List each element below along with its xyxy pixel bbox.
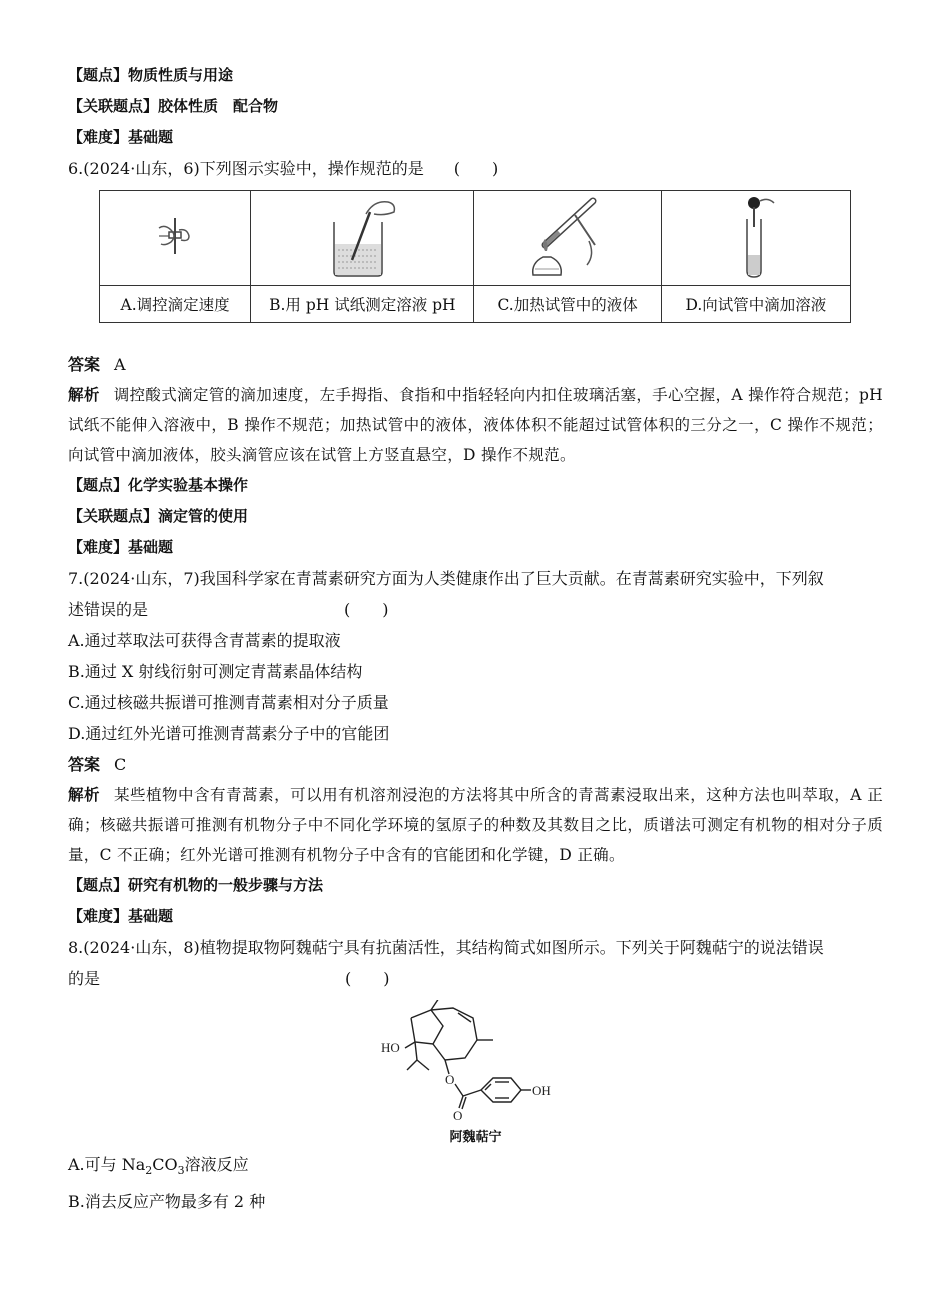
subscript: 3: [177, 1164, 185, 1178]
q6-answer: [68, 349, 883, 380]
topic-line: 【题点】研究有机物的一般步骤与方法: [68, 876, 324, 894]
q6-option-d-label: D.向试管中滴加溶液: [661, 286, 850, 323]
analysis-label: 解析: [68, 786, 101, 804]
difficulty-line: 【难度】基础题: [68, 907, 174, 925]
q6-answer-blank: ( ): [453, 159, 499, 178]
q8-stem-line2: [68, 963, 883, 994]
ester-o-label: O: [444, 1072, 454, 1087]
structure-figure: [68, 1000, 883, 1145]
q7-option-a: A.通过萃取法可获得含青蒿素的提取液: [68, 631, 341, 650]
oh-label: OH: [531, 1083, 551, 1098]
q6-stem-text: 6.(2024·山东，6)下列图示实验中，操作规范的是: [68, 159, 424, 178]
q6-option-b-figure: [251, 191, 474, 286]
q8-option-a-text: 溶液反应: [184, 1155, 249, 1174]
q8-option-a-text: CO: [152, 1155, 178, 1174]
carbonyl-o-label: O: [452, 1108, 462, 1122]
q7-option-b: B.通过 X 射线衍射可测定青蒿素晶体结构: [68, 662, 363, 681]
q7-stem-line1: 7.(2024·山东，7)我国科学家在青蒿素研究方面为人类健康作出了巨大贡献。在青蒿素研究实验中，下列叙: [68, 569, 824, 588]
q6-option-a-label: A.调控滴定速度: [100, 286, 251, 323]
structural-formula: [381, 1000, 571, 1122]
subscript: 2: [145, 1164, 153, 1178]
q6-analysis: [68, 380, 883, 470]
ho-label: HO: [380, 1040, 400, 1055]
topic-line: 【题点】物质性质与用途: [68, 66, 234, 84]
topic-line: 【题点】化学实验基本操作: [68, 476, 249, 494]
q7-analysis: [68, 780, 883, 870]
q6-option-d-figure: [661, 191, 850, 286]
answer-label: 答案: [68, 755, 101, 774]
q6-option-c-figure: [474, 191, 661, 286]
dropper-test-tube-icon: [734, 193, 778, 279]
analysis-text: 某些植物中含有青蒿素，可以用有机溶剂浸泡的方法将其中所含的青蒿素浸取出来，这种方法也叫萃取，A 正确；核磁共振谱可推测有机物分子中不同化学环境的氢原子的种数及其数目之比，质谱法可测定有机物的相对分子质量，C 不正确；红外光谱可推测有机物分子中含有的官能团和化学键，D 正确。: [68, 786, 883, 864]
difficulty-line: 【难度】基础题: [68, 128, 174, 146]
q8-stem-text: 的是: [68, 969, 101, 988]
compound-name: 阿魏萜宁: [449, 1130, 502, 1145]
burette-stopcock-hand-icon: [155, 216, 195, 256]
q8-option-a: [68, 1149, 883, 1186]
q6-options-table: [99, 190, 851, 323]
answer-value: C: [114, 755, 127, 774]
analysis-label: 解析: [68, 386, 100, 404]
q8-answer-blank: ( ): [345, 969, 390, 988]
q6-option-c-label: C.加热试管中的液体: [474, 286, 661, 323]
q7-answer: [68, 749, 883, 780]
q7-option-c: C.通过核磁共振谱可推测青蒿素相对分子质量: [68, 693, 389, 712]
document-page: [68, 60, 883, 1217]
difficulty-line: 【难度】基础题: [68, 538, 174, 556]
test-tube-heating-icon: [523, 193, 613, 279]
q7-stem-text: 述错误的是: [68, 600, 149, 619]
q7-answer-blank: ( ): [344, 600, 389, 619]
answer-label: 答案: [68, 355, 101, 374]
q6-option-a-figure: [100, 191, 251, 286]
q7-stem-line2: [68, 594, 883, 625]
beaker-ph-paper-icon: [322, 194, 402, 278]
q7-option-d: D.通过红外光谱可推测青蒿素分子中的官能团: [68, 724, 390, 743]
q8-option-a-text: A.可与 Na: [68, 1155, 146, 1174]
related-topic-line: 【关联题点】滴定管的使用: [68, 507, 249, 525]
analysis-text: 调控酸式滴定管的滴加速度，左手拇指、食指和中指轻轻向内扣住玻璃活塞，手心空握，A 操作符合规范；pH 试纸不能伸入溶液中，B 操作不规范；加热试管中的液体，液体体积不能超过试管体积的三分之一，C 操作不规范；向试管中滴加液体，胶头滴管应该在试管上方竖直悬空，D 操作不规范。: [68, 386, 883, 464]
q6-option-b-label: B.用 pH 试纸测定溶液 pH: [251, 286, 474, 323]
q8-stem-line1: 8.(2024·山东，8)植物提取物阿魏萜宁具有抗菌活性，其结构简式如图所示。下列关于阿魏萜宁的说法错误: [68, 938, 824, 957]
q6-stem: [68, 153, 883, 184]
answer-value: A: [114, 355, 126, 374]
related-topic-line: 【关联题点】胶体性质 配合物: [68, 97, 279, 115]
q8-option-b: B.消去反应产物最多有 2 种: [68, 1192, 266, 1212]
